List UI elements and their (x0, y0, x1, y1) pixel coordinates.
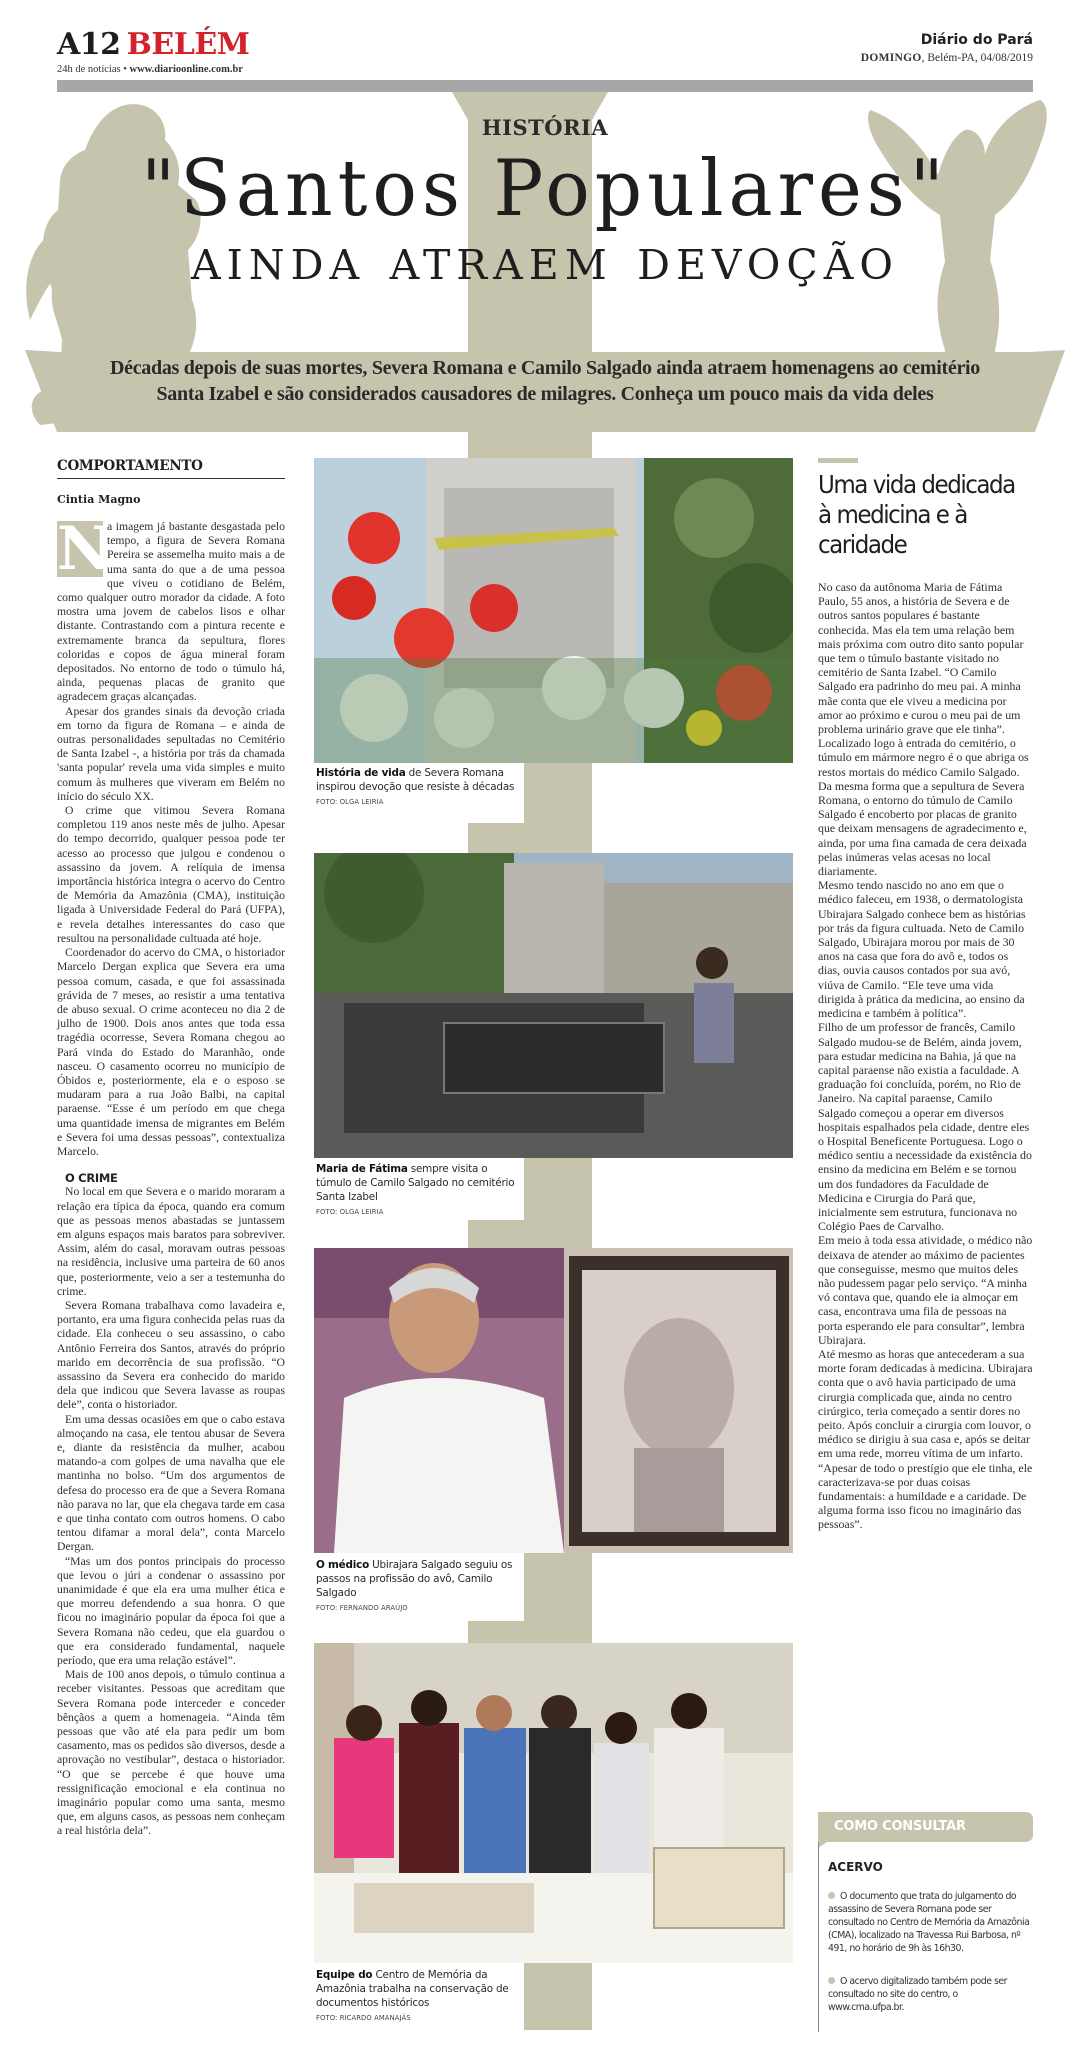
article-paragraph: Até mesmo as horas que antecederam a sua morte foram dedicadas à medicina. Ubirajara conta que o avô havia participado de uma cirurgia complicada que, ainda no centro cirúrgico, teria começado a sentir dores no peito. Após concluir a cirurgia com louvor, o médico se dirigiu à sua casa e, após se deitar em uma rede, morreu vítima de um infarto. “Apesar de todo o prestígio que ele tinha, ele caracterizava-se por duas coisas fundamentais: a humildade e a caridade. De alguma forma isso ficou no imaginário das pessoas”. (818, 1346, 1033, 1532)
article-paragraph: Em meio à toda essa atividade, o médico não deixava de atender ao máximo de pacientes que conseguisse, mesmo que muitos deles não pudessem pagar pelo serviço. “A minha vó contava que, quando ele ia almoçar em casa, encontrava uma fila de pessoas na porta esperando ele para consultar”, lembra Ubirajara. (818, 1233, 1033, 1347)
article-paragraph: N a imagem já bastante desgastada pelo tempo, a figura de Severa Romana Pereira se assemelha muito mais a de uma santa do que a de uma pessoa que viveu o cotidiano de Belém, como qualquer outro morador da cidade. A foto mostra uma jovem de cabelos lisos e olhar distante. Contrastando com a pintura recente e extremamente branca da sepultura, flores coloridas e copos de água mineral foram depositados. No entorno de todo o túmulo há, ainda, pequenas placas de granito que agradecem graças alcançadas. (57, 514, 285, 704)
tagline-text: 24h de notícias • (57, 64, 130, 75)
article-paragraph: Filho de um professor de francês, Camilo Salgado mudou-se de Belém, ainda jovem, para estudar medicina na Bahia, já que na capital paraense não existia a faculdade. A graduação foi concluída, porém, no Rio de Janeiro. Na capital paraense, Camilo Salgado começou a operar em diversos hospitais espalhados pela cidade, dentre eles o Hospital Beneficente Portuguesa. Logo o médico sentiu a necessidade da existência do ensino da medicina em Belém e se tornou um dos fundadores da Faculdade de Medicina e Cirurgia do Pará que, inicialmente sem estrutura, funcionava no Colégio Paes de Carvalho. (818, 1020, 1032, 1234)
right-article-title: Uma vida dedicada à medicina e à caridade (818, 470, 1015, 559)
newspaper-name: Diário do Pará (920, 32, 1033, 48)
info-box-header-tail (818, 1840, 830, 1848)
headline-title-line-2: ainda atraem devoção (190, 225, 900, 293)
article-paragraph: Coordenador do acervo do CMA, o historiador Marcelo Dergan explica que Severa era uma pessoa comum, casada, e que foi assassinada grávida de 7 meses, ao resistir a uma tentativa de abuso sexual. O crime aconteceu no dia 2 de julho de 1900. Dois anos antes que toda essa tragédia ocorresse, Severa Romana chegou ao Pará vinda do Estado do Maranhão, onde nasceu. O casamento ocorreu no município de Óbidos e, posteriormente, ela e o esposo se mudaram para a rua João Balbi, na capital paraense. “Esse é um período em que chega uma quantidade imensa de migrantes em Belém e Severa foi uma dessas pessoas”, contextualiza Marcelo. (57, 946, 285, 1158)
article-section-label: COMPORTAMENTO (57, 458, 285, 479)
info-box-item: O acervo digitalizado também pode ser consultado no site do centro, o www.cma.ufpa.br. (828, 1976, 1007, 2013)
article-paragraph: O crime que vitimou Severa Romana completou 119 anos neste mês de julho. Apesar do tempo decorrido, qualquer pessoa pode ter acesso ao processo que julgou e condenou o assassino da jovem. A relíquia de imensa importância histórica integra o acervo do Centro de Memória da Amazônia (CMA), instituição ligada à Universidade Federal do Pará (UFPA), e revela detalhes interessantes do caso que resultou na personalidade cultuada até hoje. (57, 804, 285, 945)
article-paragraph: Mais de 100 anos depois, o túmulo continua a receber visitantes. Pessoas que acreditam que Severa Romana pode interceder e conceder bênçãos a quem a homenageia. “Ainda têm pessoas que vão até ela para pedir um bom casamento, mas os pedidos são diversos, desde a aprovação no vestibular”, destaca o historiador. “O que se percebe é que houve uma ressignificação emocional e ela continua no imaginário popular como uma santa, mesmo que, em alguns casos, as pessoas nem conheçam a real história dela”. (57, 1668, 285, 1838)
site-link[interactable]: www.diarioonline.com.br (129, 64, 243, 75)
weekday: DOMINGO (860, 52, 922, 64)
drop-cap: N (57, 514, 112, 584)
photo-ubirajara-portrait (314, 1248, 793, 1553)
headline-kicker: HISTÓRIA (481, 115, 609, 140)
headline-title-line-1: "Santos Populares" (141, 143, 949, 235)
info-box-item: O documento que trata do julgamento do assassino de Severa Romana pode ser consultado no Centro de Memória da Amazônia (CMA), localizado na Travessa Rui Barbosa, nº 491, no horário de 9h às 16h30. (828, 1891, 1030, 1954)
photo-credit: FOTO: RICARDO AMANAJÁS (316, 2014, 411, 2022)
bullet-icon (828, 1977, 835, 1984)
photo-caption: Maria de Fátima sempre visita o túmulo de Camilo Salgado no cemitério Santa Izabel FOTO: OLGA LEIRIA (316, 1163, 515, 1216)
photo-cma-team (314, 1643, 793, 1963)
info-box-subtitle: ACERVO (828, 1860, 883, 1874)
photo-credit: FOTO: FERNANDO ARAÚJO (316, 1604, 408, 1612)
headline-lede: Décadas depois de suas mortes, Severa Romana e Camilo Salgado ainda atraem homenagens ao cemitério Santa Izabel e são considerados causadores de milagres. Conheça um pouco mais da vida deles (110, 357, 980, 405)
article-paragraph: No local em que Severa e o marido moraram a relação era típica da época, quando era comum que as pessoas menos abastadas se juntassem em alguns espaços mais baratos para sobreviver. Assim, além do casal, moravam outras pessoas na residência, inclusive uma parteira de 60 anos que, posteriormente, veio a ser a testemunha do crime. (57, 1185, 285, 1298)
article-byline: Cintia Magno (57, 493, 141, 506)
right-article-body (818, 580, 1033, 1532)
place-date: , Belém-PA, 04/08/2019 (921, 52, 1033, 64)
article-paragraph: “Mas um dos pontos principais do processo que levou o júri a condenar o assassino por unanimidade é que ela era uma mulher ética e que morreu defendendo a sua honra. O que ficou no imaginário popular da época foi que a Severa Romana não cedeu, que ela guardou o que era considerado fundamental, naquele período, que era uma relação estável”. (57, 1554, 285, 1668)
bullet-icon (828, 1892, 835, 1899)
photo-credit: FOTO: OLGA LEIRIA (316, 798, 384, 806)
right-article-rule (818, 458, 858, 463)
photo-caption: O médico Ubirajara Salgado seguiu os passos na profissão do avô, Camilo Salgado FOTO: FERNANDO ARAÚJO (316, 1558, 516, 1613)
article-paragraph: Localizado logo à entrada do cemitério, o túmulo em mármore negro é o que abriga os restos mortais do médico Camilo Salgado. Da mesma forma que a sepultura de Severa Romana, o entorno do túmulo de Camilo Salgado é encoberto por placas de granito que deixam mensagens de agradecimento e, ainda, por uma fina camada de cera deixada pelas inúmeras velas acesas no local diariamente. (818, 736, 1029, 879)
photo-caption: Equipe do Centro de Memória da Amazônia trabalha na conservação de documentos históricos FOTO: RICARDO AMANAJÁS (316, 1968, 521, 2023)
section-name: BELÉM (126, 27, 250, 62)
page-number: A12 (57, 27, 121, 62)
photo-grave-flowers (314, 458, 793, 763)
photo-credit: FOTO: OLGA LEIRIA (316, 1208, 384, 1216)
photo-maria-de-fatima-tomb (314, 853, 793, 1158)
article-paragraph: No caso da autônoma Maria de Fátima Paulo, 55 anos, a história de Severa e de outros santos populares é bastante conhecida. Mas ela tem uma relação bem mais próxima com outro dito santo popular que tem o túmulo bastante visitado no cemitério de Santa Izabel. “O Camilo Salgado era padrinho do meu pai. A minha mãe conta que ele viveu a medicina por amor ao próximo e curou o meu pai de um problema urinário grave que ele tinha”. (818, 580, 1024, 737)
article-subhead: O CRIME (65, 1171, 118, 1186)
article-paragraph: Em uma dessas ocasiões em que o cabo estava almoçando na casa, ele tentou abusar de Severa e, diante da resistência da mulher, acabou matando-a com golpes de uma navalha que ele mantinha no bolso. “Um dos argumentos de defesa do processo era de que a Severa Romana não parava no lar, que ela chegava tarde em casa e que tinha contato com outros homens. O cabo tentou difamar a moral dela”, conta Marcelo Dergan. (57, 1412, 285, 1554)
header-rule (57, 80, 1033, 92)
article-paragraph: Severa Romana trabalhava como lavadeira e, portanto, era uma figura conhecida pelas ruas da cidade. Ela conheceu o seu assassino, o cabo Antônio Ferreira dos Santos, através do próprio marido em decorrência de sua profissão. “O assassino da Severa era conhecido do marido dela que indicou que Severa lavasse as roupas dele”, conta o historiador. (57, 1298, 285, 1412)
page-section-header (57, 28, 249, 62)
article-paragraph: Apesar dos grandes sinais da devoção criada em torno da figura de Romana – e ainda de outras personalidades sepultadas no Cemitério de Santa Izabel -, a história por trás da chamada 'santa popular' revela uma vida simples e muito comum às mulheres que viveram em Belém no início do século XX. (57, 704, 285, 803)
edition-date (861, 52, 1033, 64)
article-body (57, 514, 285, 1839)
info-box-title: COMO CONSULTAR (834, 1819, 966, 1834)
article-paragraph: Mesmo tendo nascido no ano em que o médico faleceu, em 1938, o dermatologista Ubirajara Salgado conhece bem as histórias por trás da figura cultuada. Neto de Camilo Salgado, Ubirajara morou por mais de 30 anos na casa que fora do avô e, todos os dias, ouvia causos contados por sua avó, viúva de Camilo. “Ele teve uma vida dirigida à prática da medicina, ao ensino da medicina e também à política”. (818, 878, 1026, 1021)
left-article (57, 458, 285, 1839)
header-tagline (57, 64, 243, 75)
photo-caption: História de vida de Severa Romana inspirou devoção que resiste à décadas FOTO: OLGA LEIRIA (316, 767, 515, 806)
info-box-rule (818, 1842, 819, 2032)
